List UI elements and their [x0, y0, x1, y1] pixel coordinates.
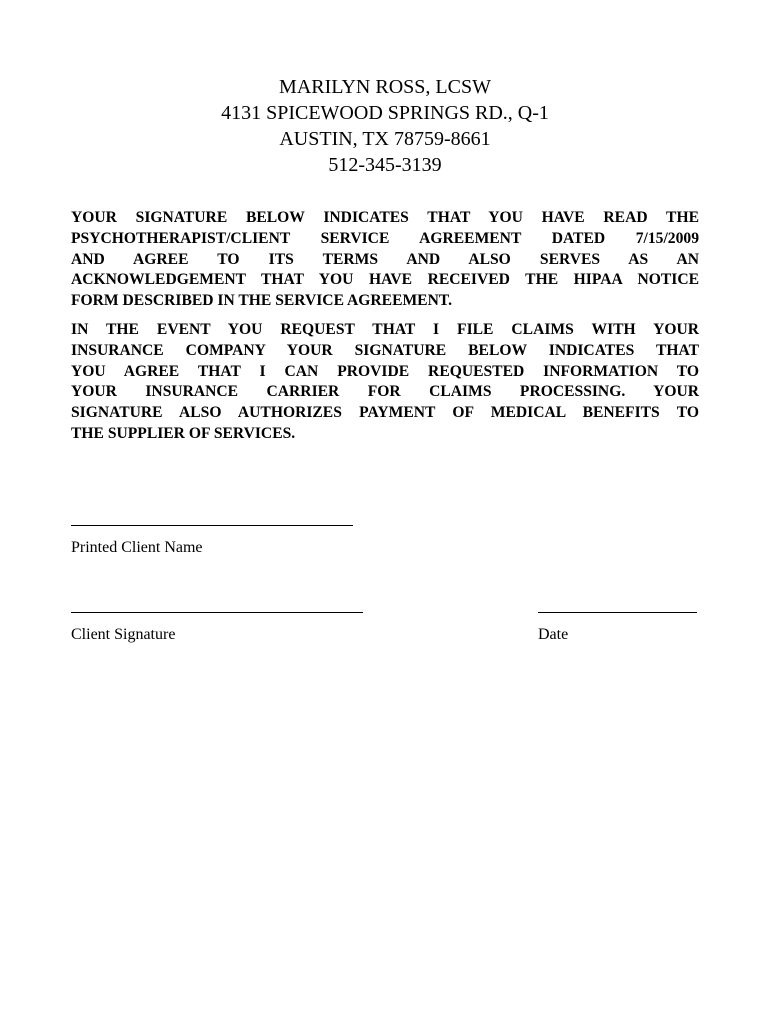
agreement-paragraph [71, 208, 699, 312]
paragraph-line: FORM DESCRIBED IN THE SERVICE AGREEMENT. [71, 292, 452, 310]
paragraph-line: ACKNOWLEDGEMENT THAT YOU HAVE RECEIVED THE HIPAA NOTICE [71, 271, 699, 289]
paragraph-line: INSURANCE COMPANY YOUR SIGNATURE BELOW INDICATES THAT [71, 341, 699, 359]
paragraph-line: AND AGREE TO ITS TERMS AND ALSO SERVES AS AN [71, 250, 699, 268]
signature-label: Client Signature [71, 626, 176, 643]
phone-number: 512-345-3139 [328, 154, 442, 176]
paragraph-line: SIGNATURE ALSO AUTHORIZES PAYMENT OF MEDICAL BENEFITS TO [71, 404, 699, 422]
date-label: Date [538, 626, 569, 643]
paragraph-line: THE SUPPLIER OF SERVICES. [71, 424, 296, 442]
provider-name: MARILYN ROSS, LCSW [279, 76, 491, 98]
date-line[interactable] [538, 612, 697, 613]
letterhead [0, 74, 770, 178]
address-street: 4131 SPICEWOOD SPRINGS RD., Q-1 [221, 102, 549, 124]
paragraph-line: YOUR INSURANCE CARRIER FOR CLAIMS PROCESSING. YOUR [71, 383, 699, 401]
printed-name-label: Printed Client Name [71, 539, 203, 556]
address-city: AUSTIN, TX 78759-8661 [279, 128, 491, 150]
paragraph-line: IN THE EVENT YOU REQUEST THAT I FILE CLAIMS WITH YOUR [71, 321, 699, 338]
insurance-paragraph [71, 320, 699, 445]
paragraph-line: PSYCHOTHERAPIST/CLIENT SERVICE AGREEMENT DATED 7/15/2009 [71, 229, 699, 247]
paragraph-line: YOU AGREE THAT I CAN PROVIDE REQUESTED INFORMATION TO [71, 362, 699, 380]
signature-line[interactable] [71, 612, 363, 613]
printed-name-line[interactable] [71, 525, 353, 526]
paragraph-line: YOUR SIGNATURE BELOW INDICATES THAT YOU HAVE READ THE [71, 209, 699, 226]
